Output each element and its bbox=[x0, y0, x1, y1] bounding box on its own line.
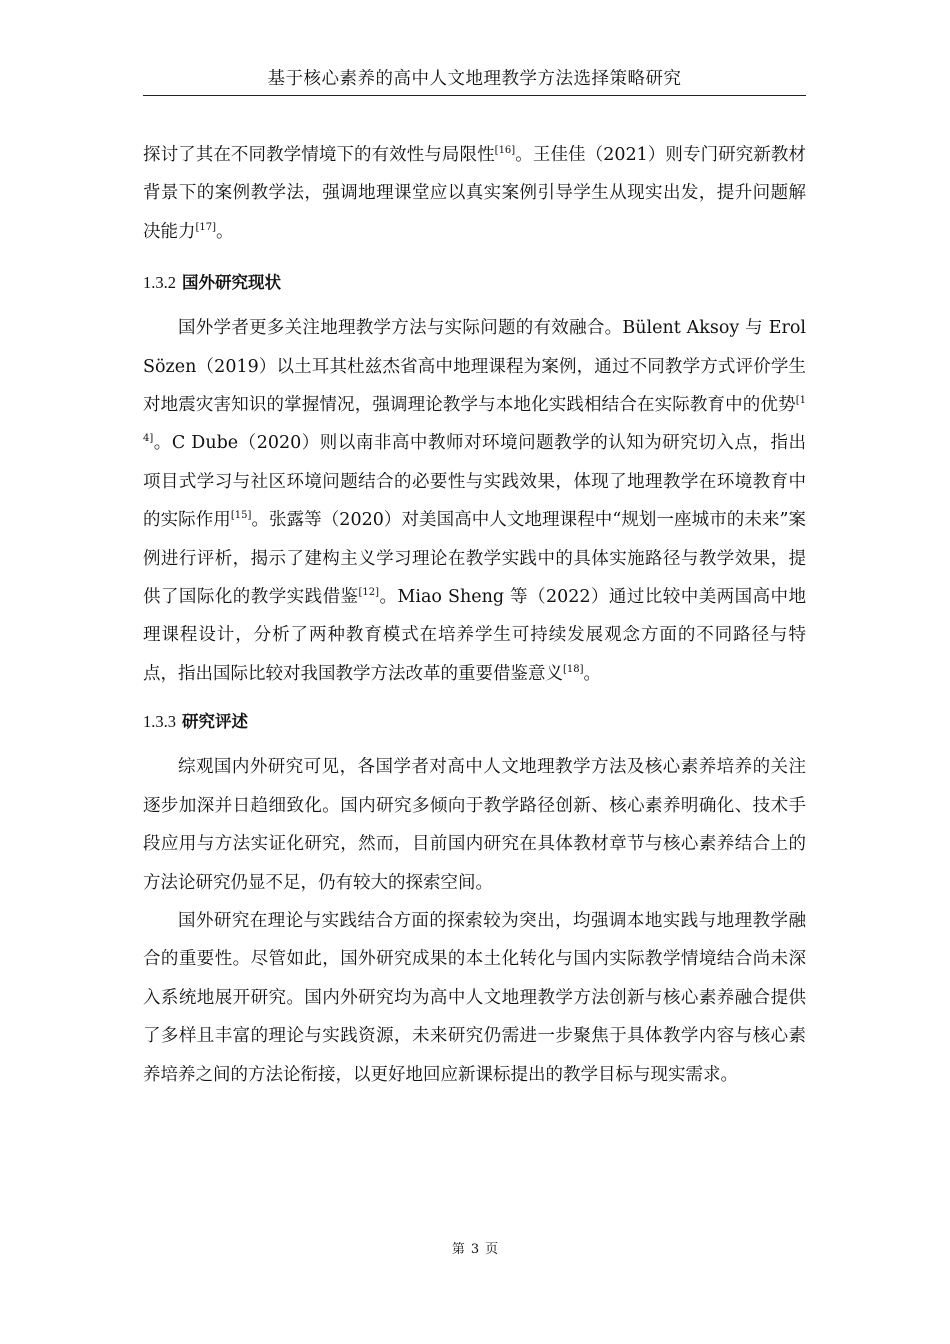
section-heading-1-3-2 bbox=[143, 271, 806, 295]
page-number-prefix: 第 bbox=[451, 1242, 465, 1257]
paragraph-domestic-research-continued bbox=[143, 136, 806, 251]
paragraph-text: 国外学者更多关注地理教学方法与实际问题的有效融合。Bülent Aksoy 与 Erol Sözen（2019）以土耳其杜兹杰省高中地理课程为案例，通过不同教学方式评价学生对地震灾害知识的掌握情况，强调理论教学与本地化实践相结合在实际教育中的优势 bbox=[143, 318, 806, 416]
running-header-title: 基于核心素养的高中人文地理教学方法选择策略研究 bbox=[267, 69, 682, 89]
section-title: 研究评述 bbox=[182, 712, 248, 732]
paragraph-review-summary bbox=[143, 748, 806, 902]
citation-ref: [14] bbox=[143, 395, 806, 445]
paragraph-text: 。 bbox=[216, 221, 234, 242]
citation-ref: [17] bbox=[195, 221, 217, 233]
section-title: 国外研究现状 bbox=[182, 273, 281, 293]
section-number: 1.3.2 bbox=[143, 273, 176, 293]
citation-ref: [12] bbox=[358, 587, 380, 599]
paragraph-text: 综观国内外研究可见，各国学者对高中人文地理教学方法及核心素养培养的关注逐步加深并日趋细致化。国内研究多倾向于教学路径创新、核心素养明确化、技术手段应用与方法实证化研究，然而，目前国内研究在具体教材章节与核心素养结合上的方法论研究仍显不足，仍有较大的探索空间。 bbox=[143, 757, 806, 893]
paragraph-foreign-research bbox=[143, 309, 806, 693]
section-heading-1-3-3 bbox=[143, 710, 806, 734]
paragraph-text: 探讨了其在不同教学情境下的有效性与局限性 bbox=[143, 145, 495, 165]
page-number: 3 bbox=[470, 1242, 480, 1257]
citation-ref: [16] bbox=[494, 145, 516, 157]
paragraph-text: 。C Dube（2020）则以南非高中教师对环境问题教学的认知为研究切入点，指出项目式学习与社区环境问题结合的必要性与实践效果，体现了地理教学在环境教育中的实际作用 bbox=[143, 433, 806, 531]
paragraph-text: 。王佳佳（2021）则专门研究新教材背景下的案例教学法，强调地理课堂应以真实案例引导学生从现实出发，提升问题解决能力 bbox=[143, 145, 806, 242]
page-body bbox=[143, 136, 806, 1094]
page-footer bbox=[0, 1240, 950, 1260]
paragraph-text: 国外研究在理论与实践结合方面的探索较为突出，均强调本地实践与地理教学融合的重要性。尽管如此，国外研究成果的本土化转化与国内实际教学情境结合尚未深入系统地展开研究。国内外研究均为高中人文地理教学方法创新与核心素养融合提供了多样且丰富的理论与实践资源，未来研究仍需进一步聚焦于具体教学内容与核心素养培养之间的方法论衔接，以更好地回应新课标提出的教学目标与现实需求。 bbox=[143, 910, 806, 1085]
paragraph-text: 。 bbox=[583, 663, 602, 684]
page-number-suffix: 页 bbox=[485, 1242, 499, 1257]
paragraph-text: 。张露等（2020）对美国高中人文地理课程中“规划一座城市的未来”案例进行评析，揭示了建构主义学习理论在教学实践中的具体实施路径与教学效果，提供了国际化的教学实践借鉴 bbox=[143, 510, 806, 608]
citation-ref: [18] bbox=[563, 664, 584, 676]
paragraph-review-foreign bbox=[143, 902, 806, 1094]
citation-ref: [15] bbox=[230, 510, 252, 522]
section-number: 1.3.3 bbox=[143, 712, 176, 732]
paragraph-text: 。Miao Sheng 等（2022）通过比较中美两国高中地理课程设计，分析了两种教育模式在培养学生可持续发展观念方面的不同路径与特点，指出国际比较对我国教学方法改革的重要借鉴意义 bbox=[143, 587, 807, 684]
running-header bbox=[143, 64, 806, 96]
